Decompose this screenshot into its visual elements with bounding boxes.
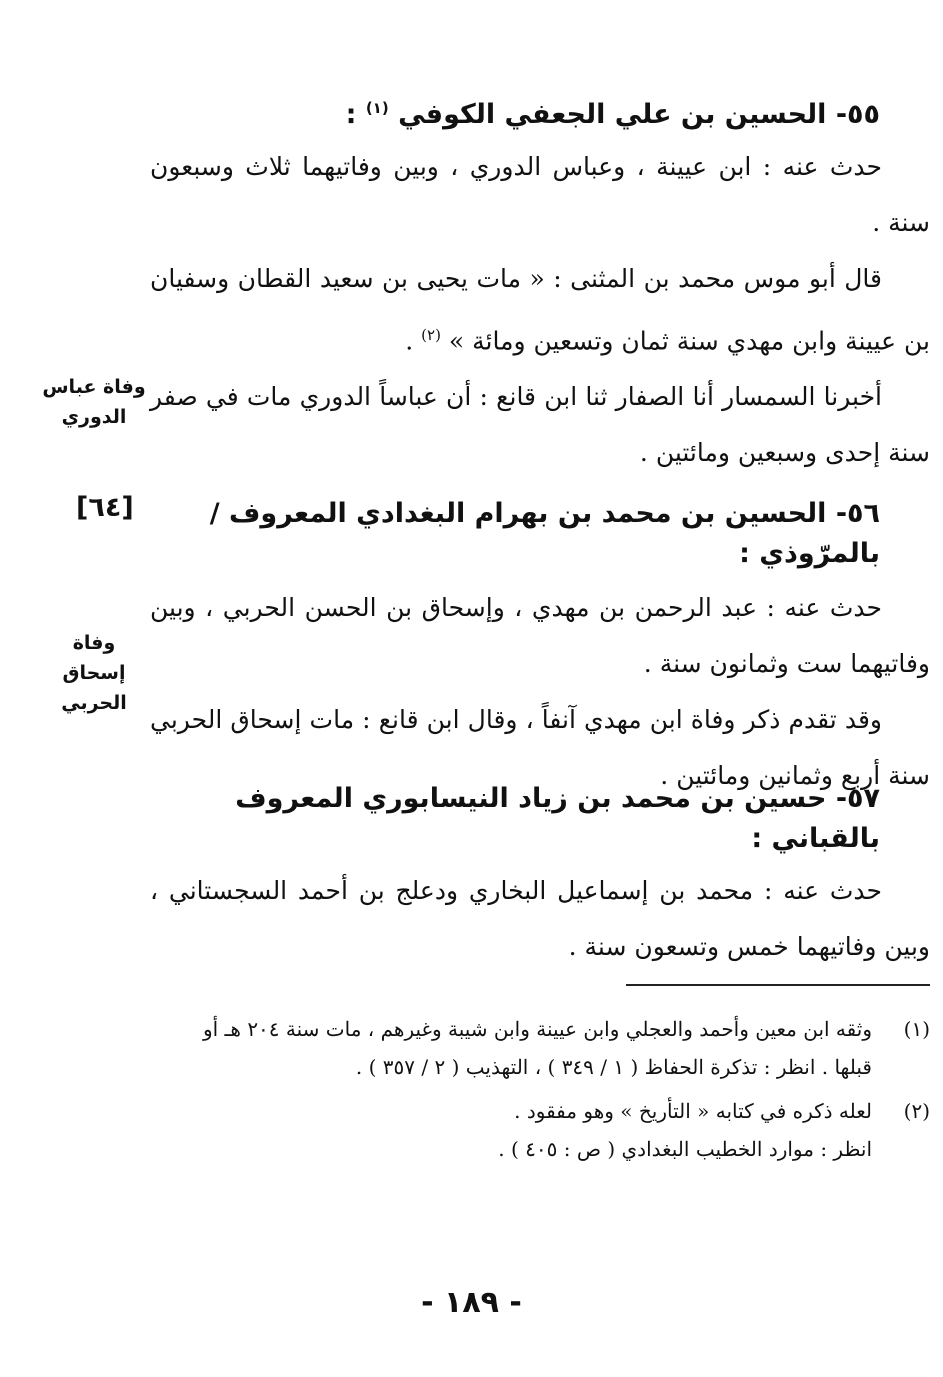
- entry-heading: [150, 88, 930, 135]
- footnote: [150, 1010, 930, 1086]
- entry-heading-text: ٥٥- الحسين بن علي الجعفي الكوفي: [398, 99, 880, 130]
- footnote-text: وثقه ابن معين وأحمد والعجلي وابن عيينة وابن شيبة وغيرهم ، مات سنة ٢٠٤ هـ أو: [202, 1017, 872, 1041]
- paragraph: حدث عنه : محمد بن إسماعيل البخاري ودعلج بن أحمد السجستاني ، وبين وفاتيهما خمس وتسعون سنة .: [150, 876, 930, 961]
- footnote-ref: (١): [365, 99, 389, 117]
- footnotes: [150, 1010, 930, 1168]
- paragraph: وقد تقدم ذكر وفاة ابن مهدي آنفاً ، وقال ابن قانع : مات إسحاق الحربي سنة أربع وثمانين ومائتين .: [150, 705, 930, 790]
- footnote-text: لعله ذكره في كتابه « التأريخ » وهو مفقود .: [514, 1099, 872, 1123]
- entry-heading: ٥٧- حسين بن محمد بن زياد النيسابوري المعروف بالقباني :: [235, 783, 880, 854]
- paragraph-end: .: [405, 326, 414, 356]
- heading-colon: :: [345, 99, 357, 130]
- footnote-text: قبلها . انظر : تذكرة الحفاظ ( ١ / ٣٤٩ ) ، التهذيب ( ٢ / ٣٥٧ ) .: [355, 1055, 872, 1079]
- page-number: - ١٨٩ -: [421, 1285, 522, 1320]
- margin-note: وفاة إسحاق الحربي: [61, 632, 127, 714]
- paragraph: [150, 251, 930, 369]
- footnote-number: (٢): [903, 1099, 930, 1123]
- entry-57: [150, 779, 930, 975]
- page-marker: [٦٤]: [76, 492, 134, 523]
- paragraph-text: قال أبو موس محمد بن المثنى : « مات يحيى بن سعيد القطان وسفيان بن عيينة وابن مهدي سنة ثمان وتسعين ومائة »: [150, 264, 930, 356]
- paragraph: حدث عنه : ابن عيينة ، وعباس الدوري ، وبين وفاتيهما ثلاث وسبعون سنة .: [150, 152, 930, 237]
- footnote-number: (١): [903, 1017, 930, 1041]
- entry-55: [150, 88, 930, 481]
- entry-heading: ٥٦- الحسين بن محمد بن بهرام البغدادي المعروف / بالمرّوذي :: [209, 498, 880, 569]
- margin-note: وفاة عباس الدوري: [42, 376, 146, 428]
- paragraph: أخبرنا السمسار أنا الصفار ثنا ابن قانع : أن عباساً الدوري مات في صفر سنة إحدى وسبعين ومائتين .: [150, 382, 930, 468]
- paragraph: حدث عنه : عبد الرحمن بن مهدي ، وإسحاق بن الحسن الحربي ، وبين وفاتيهما ست وثمانون سنة .: [150, 593, 930, 678]
- entry-56: [150, 494, 930, 804]
- footnote-divider: [626, 984, 930, 986]
- footnote-ref: (٢): [421, 326, 441, 344]
- footnote-text: انظر : موارد الخطيب البغدادي ( ص : ٤٠٥ ) .: [498, 1137, 872, 1161]
- footnote: [150, 1092, 930, 1168]
